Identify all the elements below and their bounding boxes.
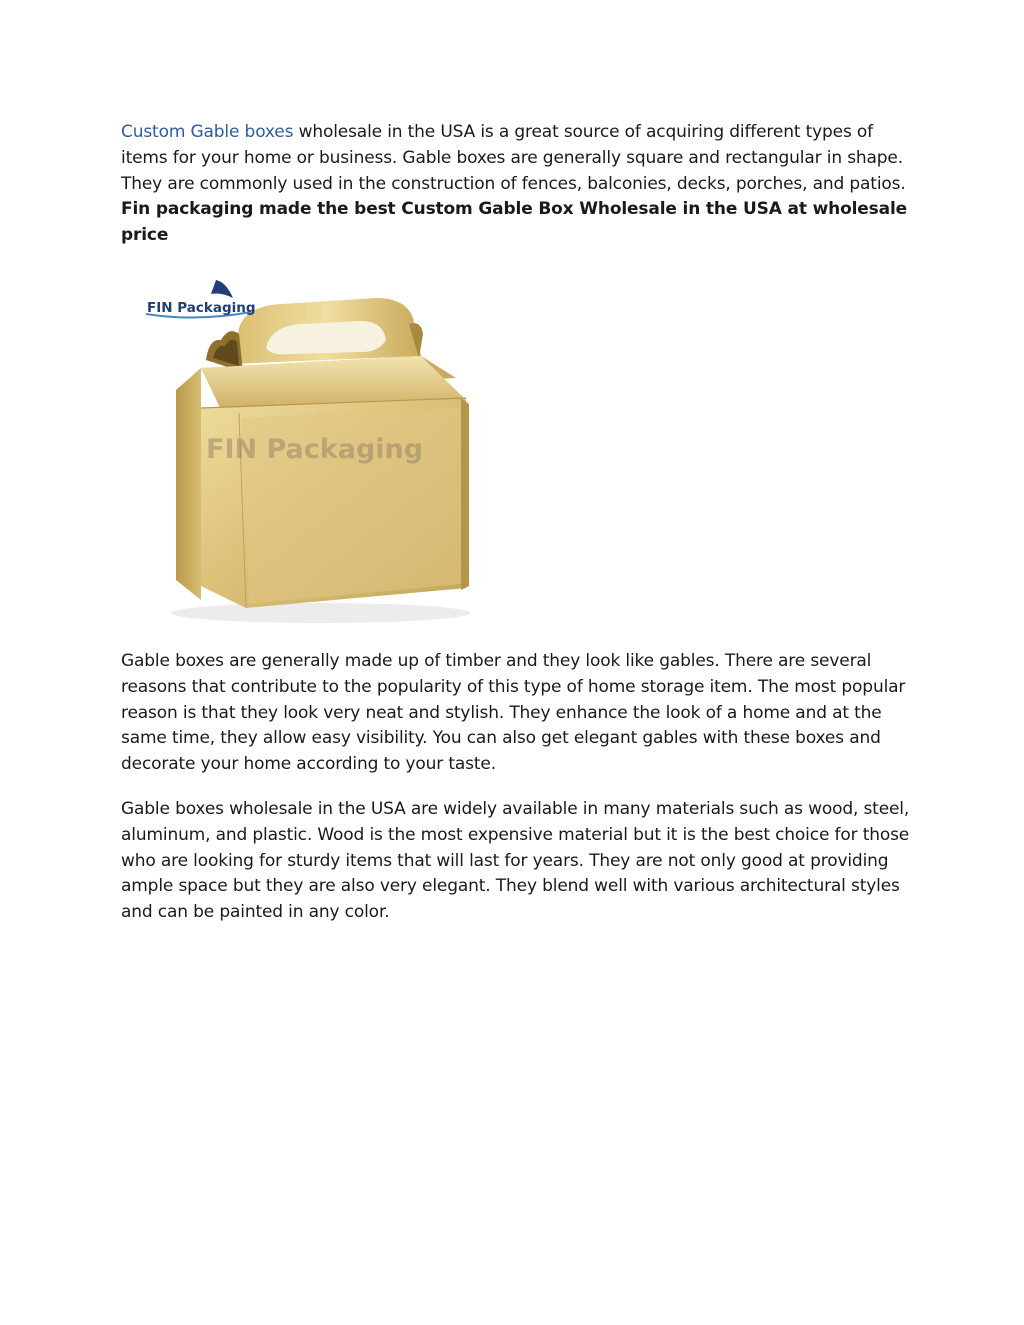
fin-packaging-logo <box>146 280 256 318</box>
intro-text: wholesale in the USA is a great source of acquiring different types of items for your home or business. Gable boxes are generally square and rectangular in shape. They are commonly used in the construction of fences, balconies, decks, porches, and patios. <box>121 122 906 194</box>
intro-paragraph <box>121 120 911 249</box>
logo-text: FIN Packaging <box>147 299 256 316</box>
gable-box-image <box>121 268 495 630</box>
body-paragraph-1: Gable boxes are generally made up of timber and they look like gables. There are several reasons that contribute to the popularity of this type of home storage item. The most popular reason is that they look very neat and stylish. They enhance the look of a home and at the same time, they allow easy visibility. You can also get elegant gables with these boxes and decorate your home according to your taste. <box>121 650 906 775</box>
watermark-text: FIN Packaging <box>206 433 424 465</box>
body-paragraph-2: Gable boxes wholesale in the USA are widely available in many materials such as wood, steel, aluminum, and plastic. Wood is the most expensive material but it is the best choice for those who are looking for sturdy items that will last for years. They are not only good at providing ample space but they are also very elegant. They blend well with various architectural styles and can be painted in any color. <box>121 798 910 923</box>
document-page <box>121 120 911 926</box>
custom-gable-boxes-link[interactable]: Custom Gable boxes <box>121 122 294 142</box>
gold-gable-box-illustration <box>121 268 495 630</box>
intro-bold-text: Fin packaging made the best Custom Gable Box Wholesale in the USA at wholesale price <box>121 199 908 246</box>
